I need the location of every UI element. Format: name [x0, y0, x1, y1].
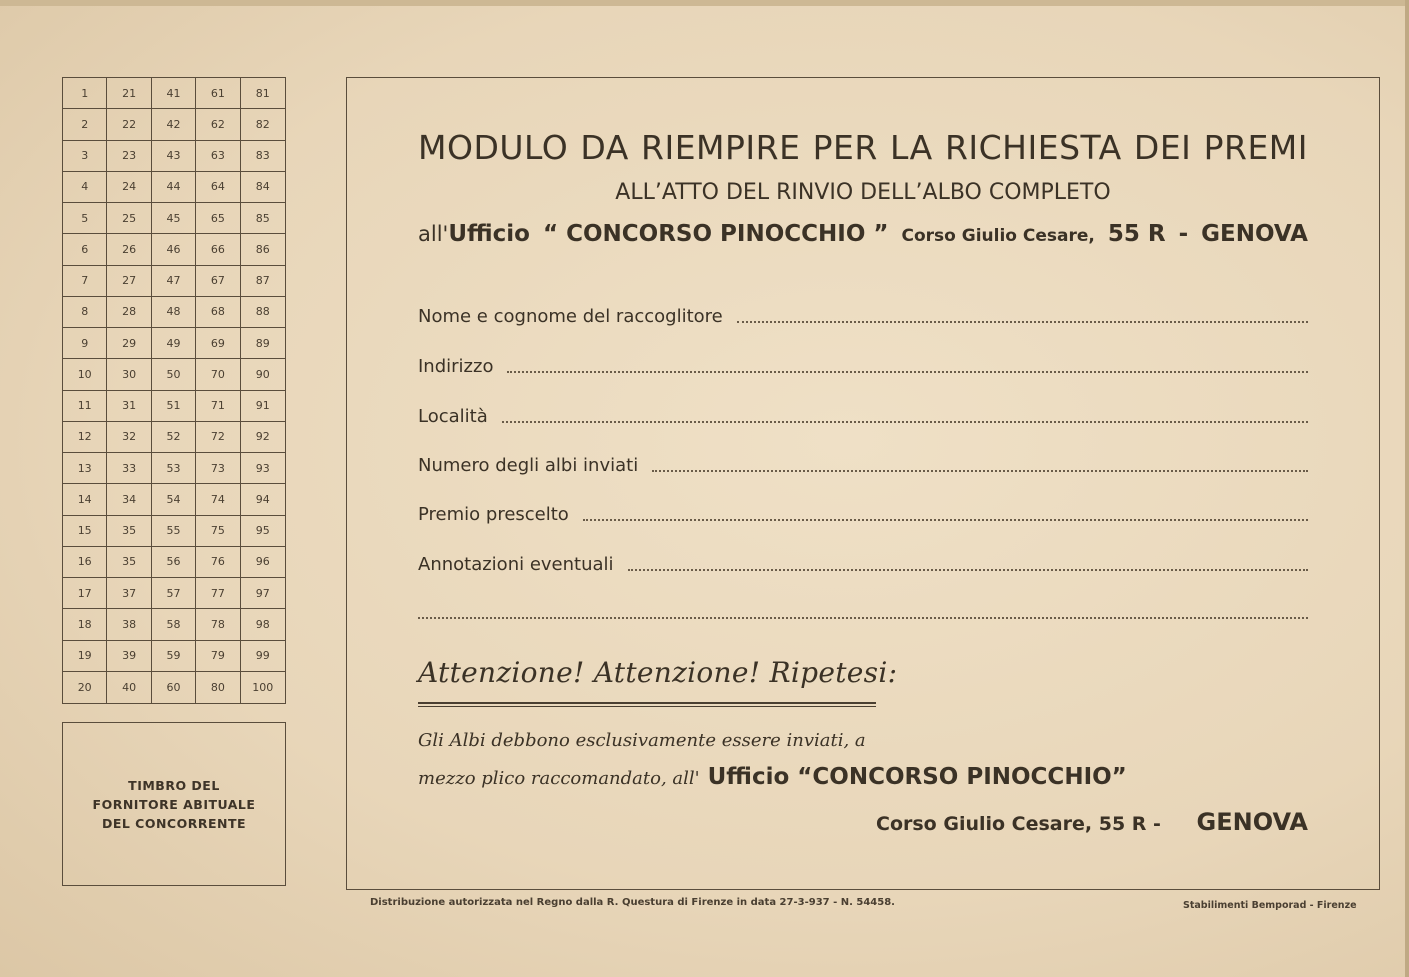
grid-cell: 24 [107, 172, 151, 203]
grid-cell: 73 [196, 453, 240, 484]
grid-cell: 9 [63, 328, 107, 359]
dotted-line [628, 569, 1308, 571]
grid-cell: 96 [241, 547, 285, 578]
supplier-stamp-box [62, 722, 286, 886]
grid-cell: 57 [152, 578, 196, 609]
attention-heading: Attenzione! Attenzione! Ripetesi: [418, 656, 898, 689]
grid-cell: 21 [107, 78, 151, 109]
field-address[interactable] [418, 352, 1308, 378]
grid-cell: 55 [152, 516, 196, 547]
grid-cell: 92 [241, 422, 285, 453]
grid-cell: 100 [252, 680, 274, 694]
grid-cell: 26 [107, 234, 151, 265]
grid-cell: 46 [152, 234, 196, 265]
grid-cell: 8 [63, 297, 107, 328]
grid-cell: 30 [107, 359, 151, 390]
grid-cell: 69 [196, 328, 240, 359]
grid-cell: 70 [196, 359, 240, 390]
grid-cell: 88 [241, 297, 285, 328]
grid-cell: 44 [152, 172, 196, 203]
grid-cell: 41 [152, 78, 196, 109]
field-label: Località [418, 406, 488, 427]
grid-cell: 86 [241, 234, 285, 265]
grid-cell: 66 [196, 234, 240, 265]
grid-cell: 40 [107, 672, 151, 703]
grid-cell: 74 [196, 484, 240, 515]
notice-line-2-office: Ufficio “CONCORSO PINOCCHIO” [707, 764, 1127, 790]
grid-cell: 90 [241, 359, 285, 390]
grid-cell: 13 [63, 453, 107, 484]
grid-cell: 15 [63, 516, 107, 547]
grid-cell: 81 [241, 78, 285, 109]
grid-cell: 50 [152, 359, 196, 390]
grid-cell: 3 [63, 141, 107, 172]
field-label: Annotazioni eventuali [418, 554, 614, 575]
dotted-line [502, 421, 1308, 423]
grid-cell: 94 [241, 484, 285, 515]
notice-line-2-italic: mezzo plico raccomandato, all' [418, 768, 700, 789]
grid-cell: 71 [196, 391, 240, 422]
address-number: 55 R [1107, 221, 1166, 247]
dotted-line [737, 321, 1308, 323]
dotted-line [583, 519, 1308, 521]
grid-cell: 28 [107, 297, 151, 328]
field-locality[interactable] [418, 402, 1308, 428]
grid-cell: 99 [241, 641, 285, 672]
grid-cell: 51 [152, 391, 196, 422]
page-edge-right [1405, 0, 1409, 977]
grid-cell: 47 [152, 266, 196, 297]
address-dash: - [1178, 221, 1189, 247]
grid-cell: 38 [107, 609, 151, 640]
grid-cell: 19 [63, 641, 107, 672]
grid-cell: 43 [152, 141, 196, 172]
address-city: GENOVA [1201, 221, 1308, 247]
grid-cell: 5 [63, 203, 107, 234]
grid-cell: 27 [107, 266, 151, 297]
field-chosen-prize[interactable] [418, 500, 1308, 526]
grid-cell: 35 [107, 547, 151, 578]
grid-cell: 2 [63, 109, 107, 140]
grid-cell: 64 [196, 172, 240, 203]
grid-cell: 10 [63, 359, 107, 390]
grid-cell: 32 [107, 422, 151, 453]
attention-underline [418, 702, 876, 707]
footer-authorization: Distribuzione autorizzata nel Regno dalla R. Questura di Firenze in data 27-3-937 - N. 54458. [370, 897, 895, 908]
dotted-line [507, 371, 1308, 373]
grid-cell: 23 [107, 141, 151, 172]
grid-cell: 39 [107, 641, 151, 672]
grid-cell: 16 [63, 547, 107, 578]
grid-cell: 83 [241, 141, 285, 172]
grid-cell: 45 [152, 203, 196, 234]
grid-cell: 25 [107, 203, 151, 234]
field-albums-sent[interactable] [418, 451, 1308, 477]
form-title: MODULO DA RIEMPIRE PER LA RICHIESTA DEI PREMI [418, 128, 1308, 167]
grid-cell: 80 [196, 672, 240, 703]
grid-cell: 33 [107, 453, 151, 484]
grid-cell: 97 [241, 578, 285, 609]
grid-cell: 22 [107, 109, 151, 140]
field-label: Numero degli albi inviati [418, 455, 639, 476]
grid-cell: 37 [107, 578, 151, 609]
office-address [418, 221, 1308, 247]
grid-cell: 4 [63, 172, 107, 203]
field-notes-continued[interactable] [418, 598, 1308, 624]
notice-city: GENOVA [1196, 808, 1308, 836]
grid-cell: 91 [241, 391, 285, 422]
grid-cell: 53 [152, 453, 196, 484]
grid-cell: 18 [63, 609, 107, 640]
grid-cell: 49 [152, 328, 196, 359]
grid-cell: 98 [241, 609, 285, 640]
dotted-line [652, 470, 1308, 472]
field-label: Indirizzo [418, 356, 494, 377]
stamp-box-label: TIMBRO DEL FORNITORE ABITUALE DEL CONCORRENTE [92, 777, 256, 831]
grid-cell: 65 [196, 203, 240, 234]
address-prefix: all' [418, 222, 449, 246]
album-number-grid [62, 77, 286, 704]
field-notes[interactable] [418, 550, 1308, 576]
grid-cell: 56 [152, 547, 196, 578]
grid-cell: 62 [196, 109, 240, 140]
field-label: Nome e cognome del raccoglitore [418, 306, 723, 327]
grid-cell: 52 [152, 422, 196, 453]
grid-cell: 35 [107, 516, 151, 547]
grid-cell: 34 [107, 484, 151, 515]
grid-cell: 75 [196, 516, 240, 547]
grid-cell: 31 [107, 391, 151, 422]
grid-cell: 1 [63, 78, 107, 109]
grid-cell: 48 [152, 297, 196, 328]
grid-cell: 7 [63, 266, 107, 297]
notice-line-1: Gli Albi debbono esclusivamente essere inviati, a [418, 730, 866, 751]
grid-cell: 63 [196, 141, 240, 172]
form-subtitle: ALL’ATTO DEL RINVIO DELL’ALBO COMPLETO [615, 180, 1111, 205]
notice-line-3 [876, 808, 1308, 836]
grid-cell: 72 [196, 422, 240, 453]
grid-cell: 93 [241, 453, 285, 484]
grid-cell: 6 [63, 234, 107, 265]
grid-cell: 77 [196, 578, 240, 609]
address-street: Corso Giulio Cesare, [901, 226, 1095, 246]
dotted-line [418, 617, 1308, 619]
grid-cell: 54 [152, 484, 196, 515]
field-label: Premio prescelto [418, 504, 569, 525]
grid-cell: 11 [63, 391, 107, 422]
grid-cell: 67 [196, 266, 240, 297]
grid-cell: 89 [241, 328, 285, 359]
grid-cell: 29 [107, 328, 151, 359]
grid-cell: 17 [63, 578, 107, 609]
grid-cell: 68 [196, 297, 240, 328]
grid-cell: 12 [63, 422, 107, 453]
grid-cell: 76 [196, 547, 240, 578]
page-edge-top [0, 0, 1409, 6]
notice-line-2 [418, 764, 1127, 790]
grid-cell: 95 [241, 516, 285, 547]
footer-printer: Stabilimenti Bemporad - Firenze [1183, 900, 1357, 911]
grid-cell: 85 [241, 203, 285, 234]
grid-cell: 60 [152, 672, 196, 703]
grid-cell: 84 [241, 172, 285, 203]
grid-cell: 79 [196, 641, 240, 672]
notice-street: Corso Giulio Cesare, 55 R - [876, 813, 1161, 835]
grid-cell: 59 [152, 641, 196, 672]
grid-cell: 61 [196, 78, 240, 109]
grid-cell: 20 [63, 672, 107, 703]
address-office: Ufficio [448, 221, 530, 247]
field-collector-name[interactable] [418, 302, 1308, 328]
grid-cell: 82 [241, 109, 285, 140]
grid-cell: 78 [196, 609, 240, 640]
grid-cell: 58 [152, 609, 196, 640]
address-contest-name: “ CONCORSO PINOCCHIO ” [542, 221, 889, 247]
grid-cell: 87 [241, 266, 285, 297]
grid-cell: 42 [152, 109, 196, 140]
grid-cell: 14 [63, 484, 107, 515]
